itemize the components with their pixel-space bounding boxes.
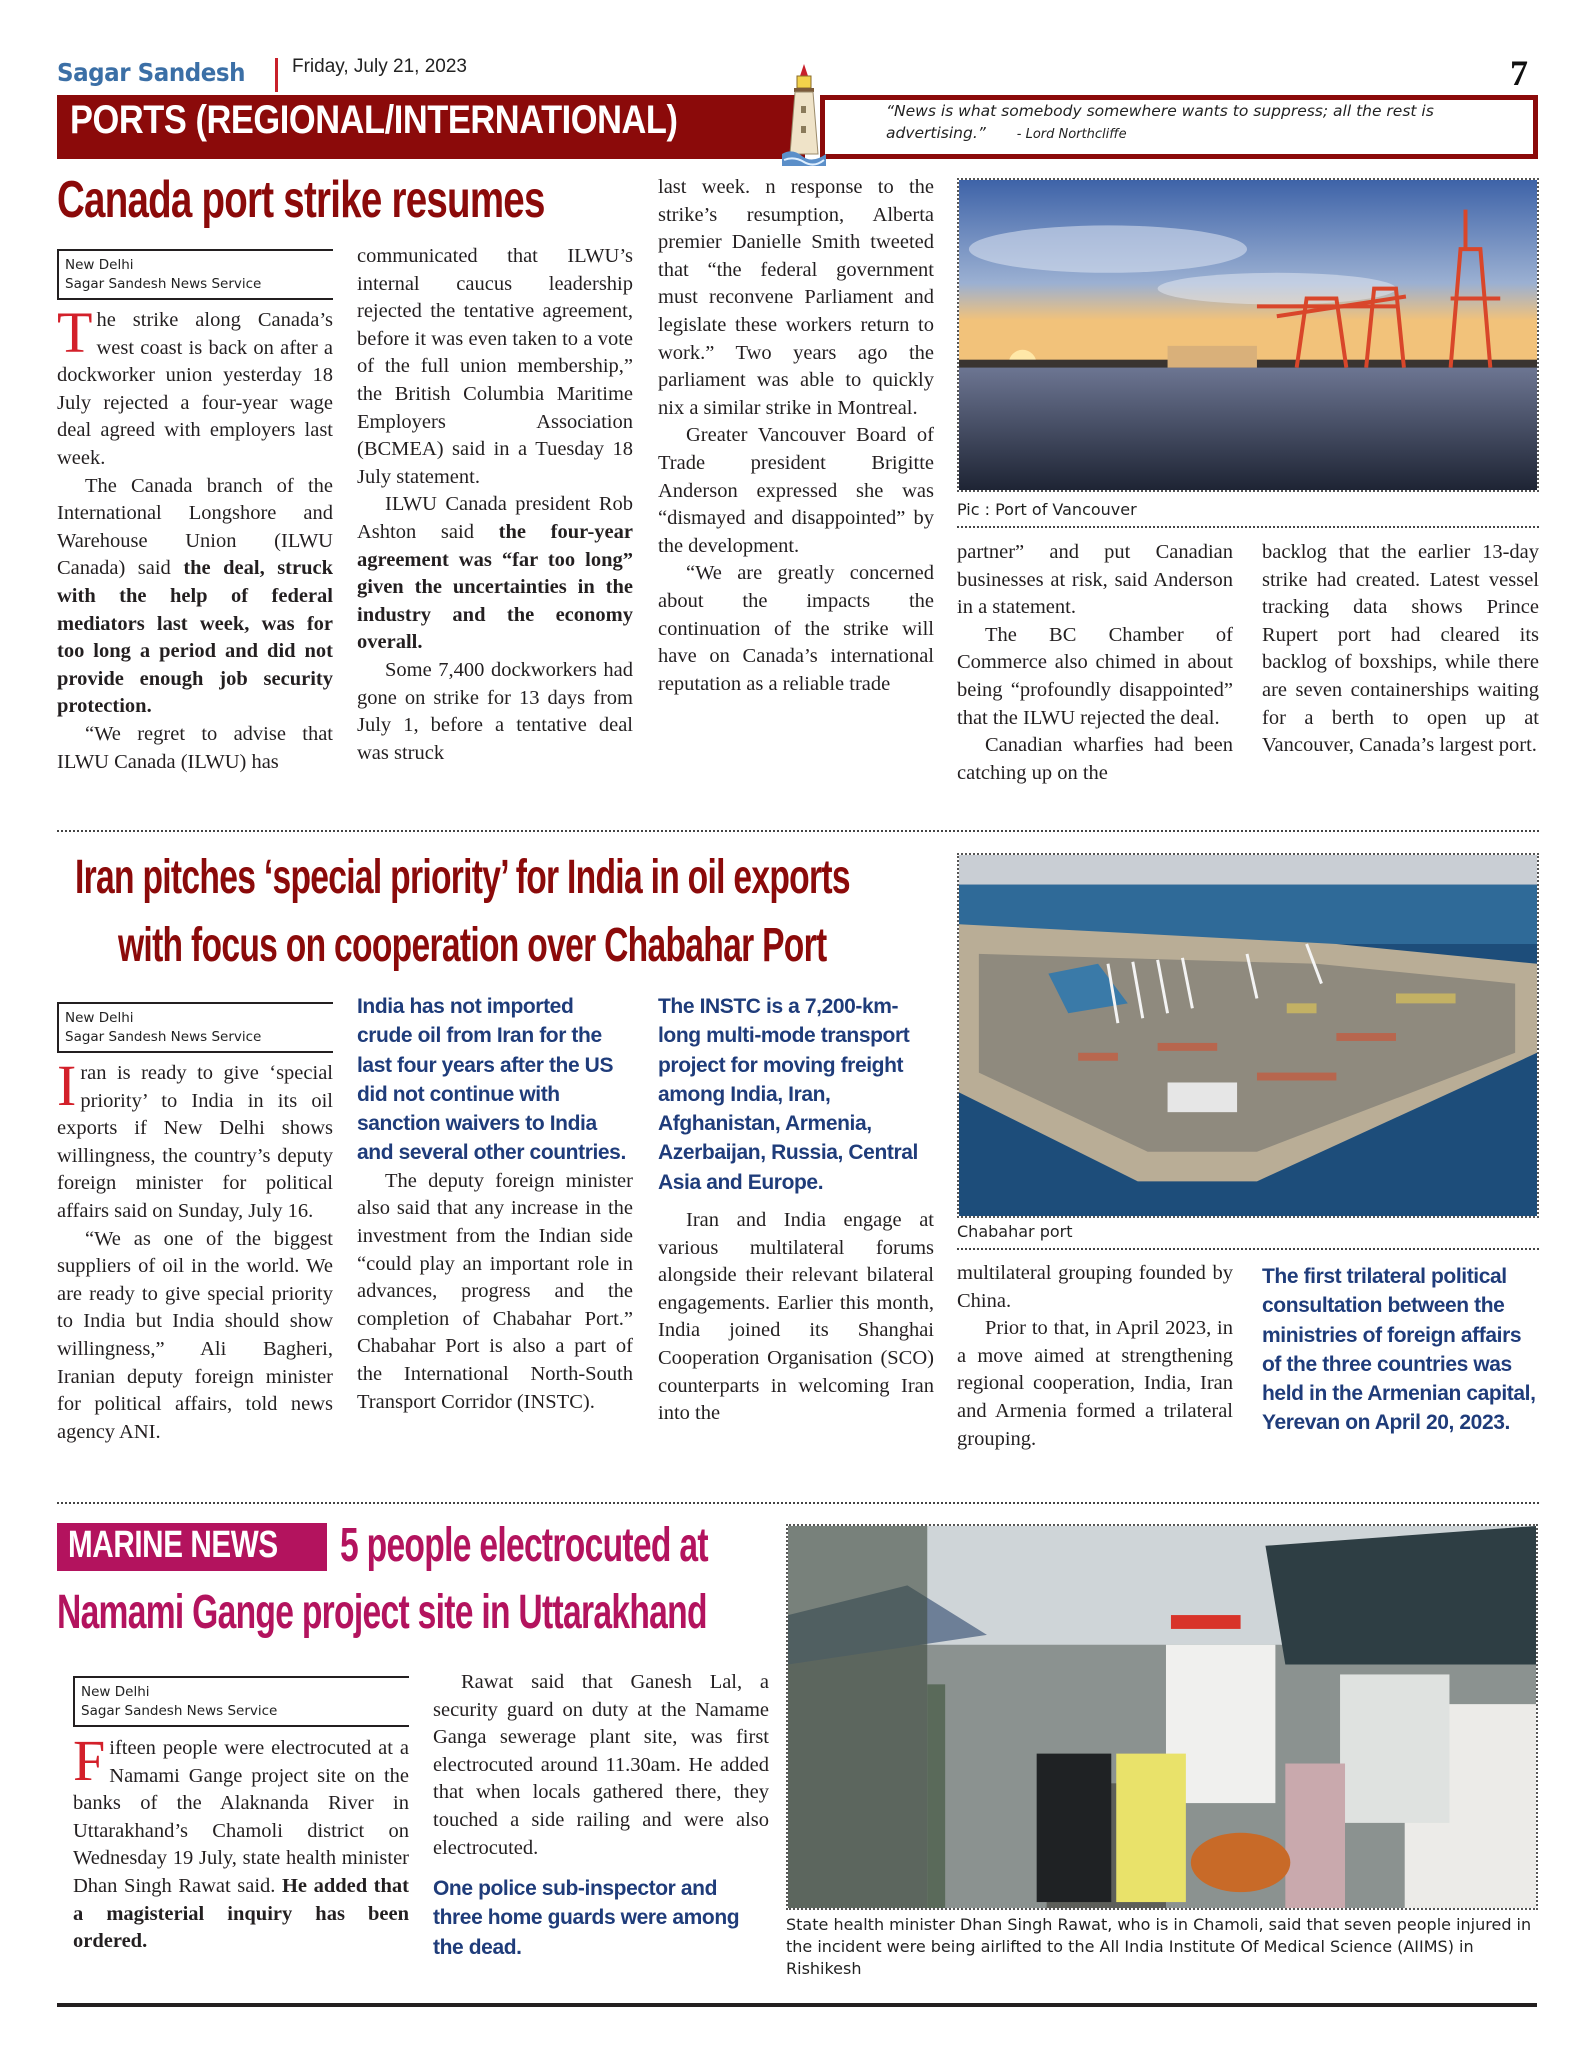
article-canada-col5 bbox=[1262, 539, 1539, 760]
paragraph: multilateral grouping founded by China. bbox=[957, 1262, 1233, 1312]
article-canada-dateline bbox=[57, 249, 333, 300]
bold-text: He added that a magisterial inquiry has been ordered. bbox=[73, 1874, 409, 1953]
paragraph: ran is ready to give ‘special priority’ to India in its oil exports if New Delhi shows willingness, the country’s deputy foreign minister for political affairs said on Sunday, July 16. bbox=[57, 1062, 333, 1222]
dateline-city: New Delhi bbox=[65, 1010, 134, 1026]
paragraph: Iran and India engage at various multilateral forums alongside their relevant bilateral engagements. Earlier this month, India joined its Shanghai Cooperation Organisation (SCO) counterparts in welcoming Iran into the bbox=[658, 1209, 934, 1425]
paragraph: “We as one of the biggest suppliers of oil in the world. We are ready to give special priority to India but India should show willingness,” Ali Bagheri, Iranian deputy foreign minister for political affairs, told news agency ANI. bbox=[57, 1227, 333, 1443]
article-iran-col5-pull-quote: The first trilateral political consultation between the ministries of foreign affairs of the three countries was held in the Armenian capital, Yerevan on April 20, 2023. bbox=[1262, 1265, 1536, 1435]
port-of-vancouver-caption: Pic : Port of Vancouver bbox=[957, 500, 1137, 519]
newspaper-logo: Sagar Sandesh bbox=[57, 58, 246, 87]
paragraph: The Canada branch of the International Longshore and Warehouse Union (ILWU Canada) said bbox=[57, 474, 333, 580]
paragraph: partner” and put Canadian businesses at risk, said Anderson in a statement. bbox=[957, 541, 1233, 619]
marine-news-label: MARINE NEWS bbox=[68, 1524, 278, 1566]
port-of-vancouver-image bbox=[959, 180, 1537, 490]
article-electrocuted-headline-line2: Namami Gange project site in Uttarakhand bbox=[57, 1586, 707, 1639]
incident-scene-image bbox=[788, 1526, 1536, 1908]
article-canada-headline: Canada port strike resumes bbox=[57, 171, 545, 229]
caption-divider bbox=[957, 526, 1539, 528]
quote-text: “News is what somebody somewhere wants to suppress; all the rest is advertising.” bbox=[886, 102, 1434, 142]
page-number: 7 bbox=[1510, 53, 1528, 93]
dateline-service: Sagar Sandesh News Service bbox=[81, 1703, 278, 1719]
incident-photo-caption: State health minister Dhan Singh Rawat, who is in Chamoli, said that seven people injured in the incident were being airlifted to the All India Institute Of Medical Science (AIIMS) in Rishikesh bbox=[786, 1915, 1532, 1978]
paragraph: last week. n response to the strike’s resumption, Alberta premier Danielle Smith tweeted that “the federal government must reconvene Parliament and legislate these workers return to work.” Two years ago the parliament was able to quickly nix a similar strike in Montreal. bbox=[658, 176, 934, 419]
article-iran-col1 bbox=[57, 1053, 333, 1446]
dateline-city: New Delhi bbox=[81, 1684, 150, 1700]
paragraph: Some 7,400 dockworkers had gone on strike for 13 days from July 1, before a tentative deal was struck bbox=[357, 658, 633, 764]
dateline-service: Sagar Sandesh News Service bbox=[65, 276, 262, 292]
lighthouse-icon bbox=[782, 62, 826, 166]
logo-divider bbox=[275, 58, 278, 92]
article-electrocuted-col1 bbox=[73, 1728, 409, 1956]
article-iran-col3 bbox=[658, 992, 934, 1428]
issue-date: Friday, July 21, 2023 bbox=[292, 56, 467, 77]
article-electrocuted-col2 bbox=[433, 1669, 769, 1962]
page-bottom-rule bbox=[57, 2003, 1537, 2007]
bold-text: the deal, struck with the help of federal mediators last week, was for too long a period and did not provide enough job security protection. bbox=[57, 557, 333, 718]
dateline-service: Sagar Sandesh News Service bbox=[65, 1029, 262, 1045]
paragraph: Canadian wharfies had been catching up on the bbox=[957, 734, 1233, 784]
bold-text: the four-year agreement was “far too long” given the uncertainties in the industry and the economy overall. bbox=[357, 520, 634, 654]
article-iran-dateline bbox=[57, 1002, 333, 1053]
paragraph: backlog that the earlier 13-day strike had created. Latest vessel tracking data shows Prince Rupert port had cleared its backlog of boxships, while there are seven containerships waiting for a berth to open up at Vancouver, Canada’s largest port. bbox=[1262, 541, 1539, 757]
article-canada-col2 bbox=[357, 243, 633, 767]
paragraph: Greater Vancouver Board of Trade president Brigitte Anderson expressed she was “dismayed and disappointed” by the development. bbox=[658, 424, 934, 557]
dateline-city: New Delhi bbox=[65, 257, 134, 273]
section-title: PORTS (REGIONAL/INTERNATIONAL) bbox=[70, 98, 678, 142]
drop-cap: T bbox=[57, 300, 93, 365]
paragraph: “We are greatly concerned about the impacts the continuation of the strike will have on Canada’s international reputation as a reliable trade bbox=[658, 562, 934, 695]
article-divider bbox=[57, 1502, 1539, 1504]
article-iran-col4 bbox=[957, 1260, 1233, 1453]
paragraph: he strike along Canada’s west coast is back on after a dockworker union yesterday 18 July rejected a four-year wage deal agreed with employers last week. bbox=[57, 309, 333, 469]
paragraph: Prior to that, in April 2023, in a move aimed at strengthening regional cooperation, India, Iran and Armenia formed a trilateral grouping. bbox=[957, 1317, 1233, 1450]
article-canada-col4 bbox=[957, 539, 1233, 787]
paragraph: “We regret to advise that ILWU Canada (ILWU) has bbox=[57, 722, 333, 773]
article-iran-col2 bbox=[357, 992, 633, 1416]
pull-quote: One police sub-inspector and three home guards were among the dead. bbox=[433, 1877, 740, 1959]
paragraph: ifteen people were electrocuted at a Namami Gange project site on the banks of the Alaknanda River in Uttarakhand’s Chamoli district on Wednesday 19 July, state health minister Dhan Singh Rawat said. bbox=[73, 1737, 409, 1897]
article-iran-headline-line2: with focus on cooperation over Chabahar Port bbox=[118, 919, 827, 972]
chabahar-port-image bbox=[959, 855, 1537, 1216]
quote-author: - Lord Northcliffe bbox=[1016, 127, 1127, 142]
paragraph: ILWU Canada president Rob Ashton said bbox=[357, 493, 633, 543]
drop-cap: F bbox=[73, 1728, 106, 1793]
paragraph: Rawat said that Ganesh Lal, a security guard on duty at the Namame Ganga sewerage plant site, was first electrocuted around 11.30am. He added that when locals gathered there, they touched a side railing and were also electrocuted. bbox=[433, 1671, 769, 1859]
article-canada-col3 bbox=[658, 174, 934, 698]
incident-photo bbox=[786, 1524, 1538, 1910]
port-of-vancouver-photo bbox=[957, 178, 1539, 492]
article-divider bbox=[57, 830, 1539, 832]
chabahar-port-photo bbox=[957, 853, 1539, 1218]
drop-cap: I bbox=[57, 1053, 77, 1118]
pull-quote: India has not imported crude oil from Iran for the last four years after the US did not continue with sanction waivers to India and several other countries. bbox=[357, 995, 626, 1165]
paragraph: The deputy foreign minister also said that any increase in the investment from the Indian side “could play an important role in advances, progress and the completion of Chabahar Port.” Chabahar Port is also a part of the International North-South Transport Corridor (INSTC). bbox=[357, 1169, 633, 1413]
paragraph: communicated that ILWU’s internal caucus leadership rejected the tentative agreement, before it was even taken to a vote of the full union membership,” the British Columbia Maritime Employers Association (BCMEA) said in a Tuesday 18 July statement. bbox=[357, 245, 633, 488]
paragraph: The BC Chamber of Commerce also chimed in about being “profoundly disappointed” that the ILWU rejected the deal. bbox=[957, 623, 1233, 729]
pull-quote: The INSTC is a 7,200-km-long multi-mode transport project for moving freight among India, Iran, Afghanistan, Armenia, Azerbaijan, Russia, Central Asia and Europe. bbox=[658, 995, 918, 1194]
article-electrocuted-dateline bbox=[73, 1676, 409, 1727]
article-canada-col1 bbox=[57, 300, 333, 776]
chabahar-port-caption: Chabahar port bbox=[957, 1222, 1073, 1241]
masthead-quote bbox=[886, 100, 1526, 146]
article-iran-headline-line1: Iran pitches ‘special priority’ for India in oil exports bbox=[75, 851, 850, 904]
caption-divider bbox=[957, 1248, 1539, 1250]
article-electrocuted-headline-line1: 5 people electrocuted at bbox=[340, 1519, 708, 1572]
